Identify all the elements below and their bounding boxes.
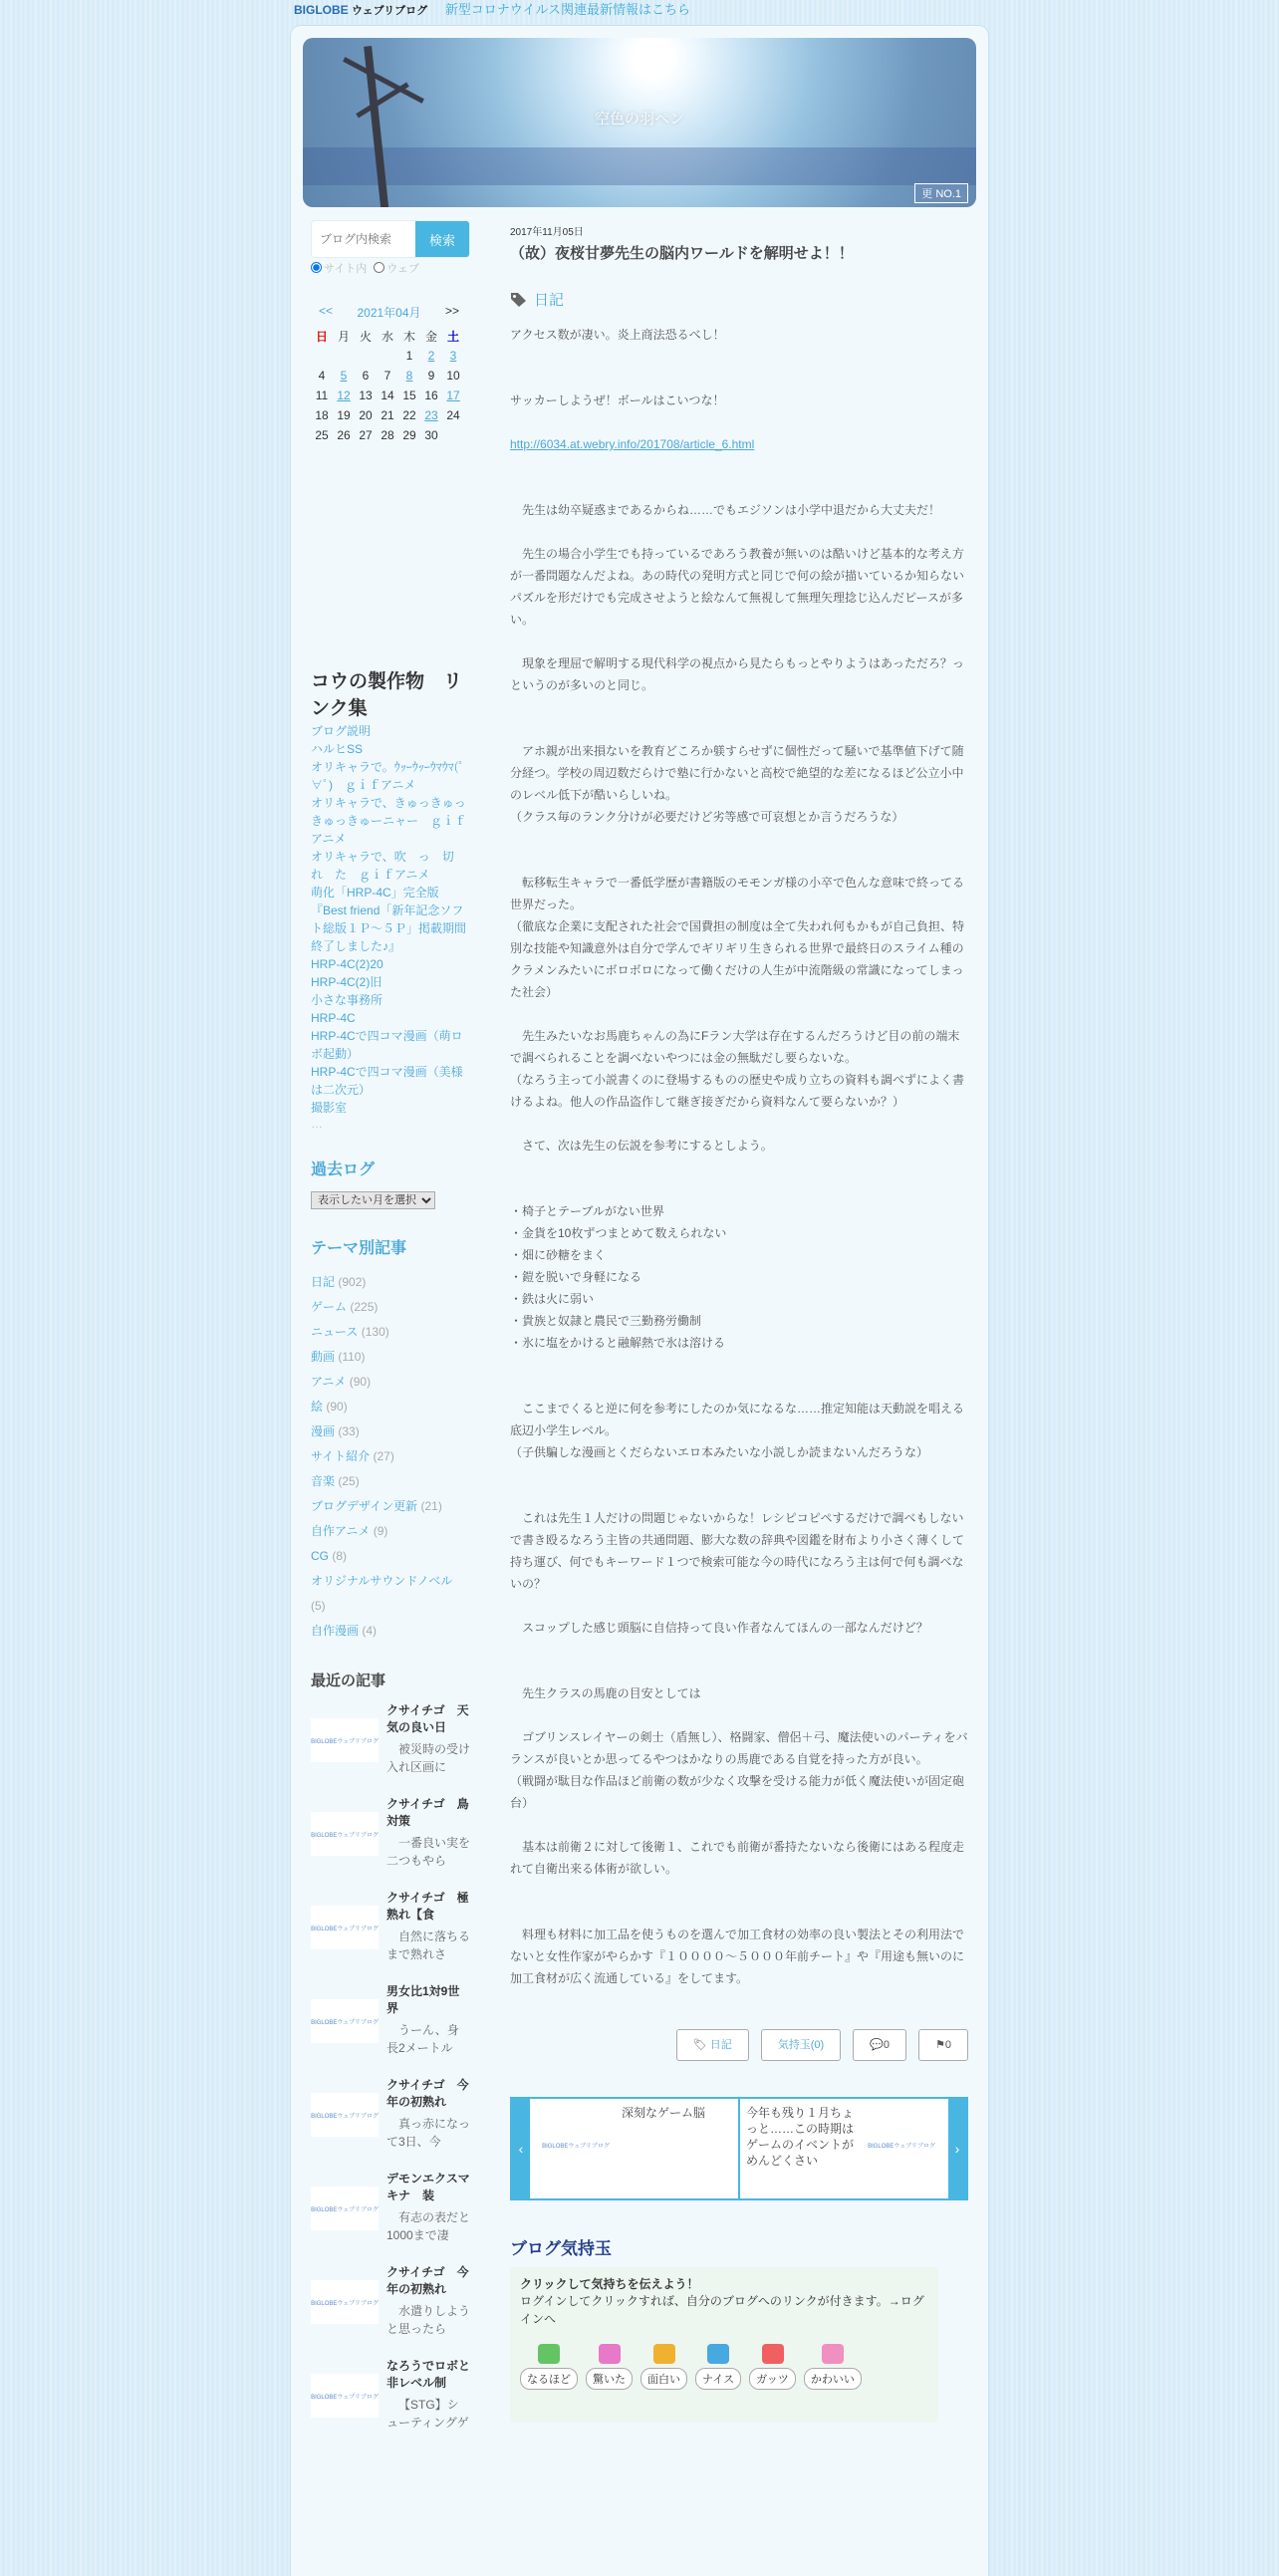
recent-title: クサイチゴ 今年の初熟れ (386, 2078, 469, 2110)
works-link[interactable]: HRP-4C(2)20 (311, 957, 384, 972)
recent-title: 男女比1対9世界 (386, 1984, 460, 2016)
post-paragraph: ・畑に砂糖をまく (510, 1248, 607, 1262)
header-badge: 更 NO.1 (914, 183, 968, 203)
tag-icon (510, 292, 528, 308)
calendar-weekday: 火 (359, 329, 372, 344)
post-paragraph: ・金貨を10枚ずつまとめて数えられない (510, 1226, 727, 1240)
post-paragraph: （徹底な企業に支配された社会で国費担の制度は全て失われ何もかもが自己負担、特別な技能や知識意外は自分で学んでギリギリ生きられる世界で最終日のスライム種のクラメンみたいにボロボロになって働くだけの人生が中流階級の常識になってしまった社会） (510, 919, 965, 999)
kimochidama-item[interactable] (640, 2344, 687, 2390)
theme-link[interactable] (311, 1544, 470, 1569)
theme-link[interactable] (311, 1345, 470, 1370)
recent-snippet: 一番良い実を二つもやら (386, 1836, 470, 1869)
recent-snippet: 【STG】シューティングゲ (386, 2398, 469, 2431)
calendar-day (377, 346, 398, 366)
theme-name: 漫画 (311, 1424, 339, 1439)
theme-count: (21) (420, 1499, 442, 1514)
calendar-day: 4 (318, 369, 326, 383)
kimochidama-item[interactable] (520, 2344, 578, 2390)
recent-article[interactable] (311, 2171, 470, 2264)
post-footer-buttons (510, 2029, 968, 2061)
theme-count: (5) (311, 1599, 326, 1614)
theme-count: (4) (362, 1624, 378, 1639)
recent-title: デモンエクスマキナ 装 (386, 2172, 470, 2203)
kimochi-button[interactable]: 気持玉(0) (761, 2029, 841, 2061)
calendar-prev[interactable]: << (319, 304, 334, 318)
post-paragraph: 先生みたいなお馬鹿ちゃんの為にFラン大学は存在するんだろうけど目の前の端末で調べられることを調べないやつには金の無駄だし要らないな。 (510, 1029, 960, 1065)
works-heading: コウの製作物 リンク集 (311, 671, 463, 719)
kimochidama-item[interactable] (586, 2344, 633, 2390)
calendar-weekday: 水 (381, 329, 393, 344)
theme-list (311, 1270, 470, 1644)
theme-name: CG (311, 1549, 333, 1564)
calendar-day: 10 (446, 369, 460, 383)
post-paragraph: 先生クラスの馬鹿の目安としては (510, 1686, 701, 1700)
post-title[interactable]: （故）夜桜甘夢先生の脳内ワールドを解明せよ！！ (510, 245, 854, 262)
recent-thumbnail: BIGLOBEウェブリブログ (311, 2280, 379, 2324)
recent-snippet: うーん、身長2メートル (386, 2023, 459, 2056)
related-thumbnail: BIGLOBEウェブリブログ (862, 2105, 941, 2185)
kimochidama-label[interactable]: 面白い (640, 2368, 687, 2390)
calendar-day: 19 (337, 408, 351, 422)
theme-count: (33) (338, 1424, 360, 1439)
radio-site-label: サイト内 (324, 263, 368, 275)
recent-title: なろうでロボと非レベル制 (386, 2359, 470, 2391)
calendar-day: 6 (362, 369, 370, 383)
main-content (510, 223, 968, 2423)
works-link[interactable]: HRP-4C (311, 1011, 356, 1026)
blog-header[interactable] (303, 38, 976, 207)
calendar-day: 13 (359, 388, 373, 402)
kimochidama-label[interactable]: なるほど (520, 2368, 578, 2390)
kimochidama-box (510, 2267, 938, 2423)
post-body (510, 324, 968, 1989)
calendar-day: 24 (446, 408, 460, 422)
calendar-day-link[interactable]: 5 (340, 369, 348, 383)
works-link[interactable]: 『Best friend「新年記念ソフト総版１Ｐ～５Ｐ」掲載期間終了しました♪』 (311, 903, 467, 954)
recent-body (386, 1702, 470, 1796)
calendar-day-link[interactable]: 17 (446, 388, 460, 402)
calendar-day (311, 346, 333, 366)
next-arrow-icon[interactable]: › (948, 2099, 966, 2198)
theme-count: (27) (373, 1449, 394, 1464)
kimochidama-label[interactable]: かわいい (804, 2368, 862, 2390)
recent-thumbnail: BIGLOBEウェブリブログ (311, 2374, 379, 2418)
calendar-day: 16 (424, 388, 438, 402)
post-paragraph: ・氷に塩をかけると融解熱で氷は溶ける (510, 1336, 726, 1350)
calendar-day: 18 (315, 408, 329, 422)
recent-body (386, 1796, 470, 1890)
post-paragraph: 転移転生キャラで一番低学歴が書籍版のモモンガ様の小卒で色んな意味で終ってる世界だった。 (510, 876, 965, 911)
post-paragraph: 料理も材料に加工品を使うものを選んで加工食材の効率の良い製法とその利用法でないと女性作家がやらかす『１００００～５０００年前チート』や『用途も無いのに加工食材が広く流通している』をしてます。 (510, 1928, 965, 1985)
calendar-next[interactable]: >> (444, 304, 459, 318)
theme-name: 動画 (311, 1350, 339, 1365)
prev-arrow-icon[interactable]: ‹ (512, 2099, 530, 2198)
theme-link[interactable] (311, 1494, 470, 1519)
recent-snippet: 自然に落ちるまで熟れさ (386, 1930, 470, 1962)
theme-count: (225) (350, 1300, 379, 1315)
post-paragraph: 先生の場合小学生でも持っているであろう教養が無いのは酷いけど基本的な考え方が一番問題なんだよね。あの時代の発明方式と同じで何の絵が描いているか知らないパズルを形だけでも完成させようと絵なんて無視して無理矢理捻じ込んだピースが多い。 (510, 547, 965, 627)
calendar-week (311, 366, 464, 386)
recent-thumbnail: BIGLOBEウェブリブログ (311, 2093, 379, 2137)
kimochidama-icon (822, 2344, 844, 2364)
recent-thumbnail: BIGLOBEウェブリブログ (311, 1812, 379, 1856)
works-link[interactable]: オリキャラで、きゅっきゅっきゅっきゅーニャー ｇｉｆアニメ (311, 796, 467, 847)
recent-snippet: 真っ赤になって3日、今 (386, 2117, 470, 2150)
calendar-day (355, 346, 377, 366)
recent-snippet: 有志の表だと1000まで凄 (386, 2210, 470, 2243)
recent-thumbnail: BIGLOBEウェブリブログ (311, 1718, 379, 1762)
works-links (311, 722, 470, 1117)
post-paragraph: 基本は前衛２に対して後衛１、これでも前衛が番持たないなら後衛にはある程度走れて自衛出来る体術が欲しい。 (510, 1840, 965, 1876)
recent-article[interactable] (311, 1983, 470, 2077)
calendar (311, 304, 470, 445)
calendar-week (311, 425, 464, 445)
kimochidama-icon (653, 2344, 675, 2364)
kimochidama-item[interactable] (749, 2344, 796, 2390)
theme-count: (90) (326, 1400, 348, 1415)
flag-count: 0 (944, 2039, 951, 2051)
page-wrapper (291, 26, 988, 2576)
flag-button[interactable] (918, 2029, 968, 2061)
theme-count: (110) (338, 1350, 366, 1365)
post-paragraph: （なろう主って小説書くのに登場するものの歴史や成り立ちの資料も調べずによく書けるよね。他人の作品盗作して継ぎ接ぎだから資料なんて要らないか？） (510, 1073, 965, 1109)
footer-tag-button[interactable] (676, 2029, 749, 2061)
blog-search (311, 220, 470, 258)
recent-thumbnail: BIGLOBEウェブリブログ (311, 1906, 379, 1949)
works-more: … (311, 1117, 323, 1132)
calendar-day-link[interactable]: 23 (424, 408, 438, 422)
sidebar (311, 220, 470, 2451)
biglobe-logo[interactable] (294, 3, 427, 17)
calendar-day: 30 (424, 428, 438, 442)
calendar-day: 20 (359, 408, 373, 422)
calendar-day: 29 (402, 428, 416, 442)
theme-link[interactable] (311, 1395, 470, 1419)
theme-link[interactable] (311, 1469, 470, 1494)
works-link[interactable]: オリキャラで、吹 っ 切 れ た ｇｉｆアニメ (311, 850, 466, 883)
theme-name: 自作漫画 (311, 1624, 363, 1639)
kimochidama-label[interactable]: ガッツ (749, 2368, 796, 2390)
covid-news-link[interactable]: 新型コロナウイルス関連最新情報はこちら (444, 2, 690, 17)
search-scope (311, 260, 470, 276)
kimochidama-heading: ブログ気持玉 (510, 2239, 612, 2258)
calendar-day: 25 (315, 428, 329, 442)
kimochidama-icon (707, 2344, 729, 2364)
calendar-day[interactable] (420, 346, 442, 366)
calendar-weekday: 土 (446, 329, 459, 344)
footer-tag-label: 日記 (709, 2039, 732, 2051)
calendar-day: 14 (381, 388, 394, 402)
flag-icon: ⚑ (935, 2039, 945, 2051)
calendar-day (333, 346, 355, 366)
post-paragraph: （子供騙しな漫画とくだらないエロ本みたいな小説しか読まないんだろうな） (510, 1445, 929, 1459)
recent-body (386, 2358, 470, 2451)
related-thumbnail: BIGLOBEウェブリブログ (536, 2105, 616, 2185)
logo-brand: BIGLOBE (294, 3, 349, 17)
calendar-weekday: 木 (402, 329, 415, 344)
recent-body (386, 1983, 470, 2077)
post-link[interactable]: http://6034.at.webry.info/201708/article_6.html (510, 437, 755, 451)
post-paragraph[interactable] (510, 433, 968, 455)
theme-name: アニメ (311, 1375, 350, 1390)
calendar-day: 26 (337, 428, 351, 442)
kimochidama-item[interactable] (695, 2344, 741, 2390)
theme-link[interactable] (311, 1370, 470, 1395)
recent-thumbnail: BIGLOBEウェブリブログ (311, 2187, 379, 2230)
kimochidama-note[interactable]: ログインしてクリックすれば、自分のブログへのリンクが付きます。→ログインへ (520, 2294, 924, 2326)
recent-article[interactable] (311, 2264, 470, 2358)
post-paragraph: サッカーしようぜ！ボールはこいつな！ (510, 393, 725, 407)
calendar-day[interactable] (333, 386, 355, 405)
post-tag-label: 日記 (534, 292, 565, 309)
post-date: 2017年11月05日 (510, 227, 584, 238)
post-paragraph: アクセス数が凄い。炎上商法恐るべし！ (510, 328, 725, 342)
calendar-day: 11 (315, 388, 329, 402)
calendar-day-link[interactable]: 8 (405, 369, 413, 383)
radio-web-label: ウェブ (386, 263, 419, 275)
recent-title: クサイチゴ 鳥対策 (386, 1797, 469, 1829)
recent-thumbnail: BIGLOBEウェブリブログ (311, 1999, 379, 2043)
theme-name: オリジナルサウンドノベル (311, 1574, 453, 1589)
theme-name: ゲーム (311, 1300, 351, 1315)
kimochidama-label[interactable]: 驚いた (586, 2368, 633, 2390)
works-link[interactable]: HRP-4C(2)旧 (311, 975, 383, 990)
radio-site[interactable] (311, 262, 322, 273)
recent-article[interactable] (311, 1702, 470, 1796)
theme-name: 日記 (311, 1275, 339, 1290)
comment-count: 0 (883, 2039, 890, 2051)
comment-icon: 💬 (870, 2039, 884, 2051)
blog-title[interactable]: 空色の羽ペン (594, 111, 684, 128)
theme-count: (8) (332, 1549, 348, 1564)
post-paragraph: スコップした感じ頭脳に自信持って良い作者なんてほんの一部なんだけど？ (510, 1621, 928, 1635)
recent-list (311, 1702, 470, 2451)
calendar-day: 9 (427, 369, 435, 383)
archive-select[interactable] (311, 1191, 435, 1209)
recent-article[interactable] (311, 1890, 470, 1983)
search-input[interactable] (312, 221, 415, 257)
theme-link[interactable] (311, 1519, 470, 1544)
post-paragraph: （クラス毎のランク分けが必要だけど劣等感で可哀想とか言うだろうな） (510, 810, 904, 824)
calendar-weekday: 月 (337, 329, 350, 344)
kimochidama-icon (762, 2344, 784, 2364)
recent-body (386, 1890, 470, 1983)
post-paragraph: （戦闘が駄目な作品ほど前衛の数が少なく攻撃を受ける能力が低く魔法使いが固定砲台） (510, 1774, 965, 1810)
calendar-day-link[interactable]: 12 (337, 388, 351, 402)
works-link[interactable]: HRP-4Cで四コマ漫画（美様は二次元） (311, 1065, 463, 1098)
theme-count: (25) (338, 1474, 360, 1489)
post-paragraph: ・鉄は火に弱い (510, 1292, 595, 1306)
calendar-week (311, 346, 464, 366)
post-paragraph: さて、次は先生の伝説を参考にするとしよう。 (510, 1139, 773, 1153)
theme-link[interactable] (311, 1320, 470, 1345)
recent-snippet: 被災時の受け入れ区画に (386, 1742, 470, 1775)
theme-link[interactable] (311, 1295, 470, 1320)
calendar-day: 28 (381, 428, 394, 442)
calendar-day: 21 (381, 408, 394, 422)
calendar-day[interactable] (442, 346, 464, 366)
recent-title: クサイチゴ 天気の良い日 (386, 1703, 469, 1735)
theme-name: 音楽 (311, 1474, 339, 1489)
calendar-day: 22 (402, 408, 416, 422)
theme-count: (90) (349, 1375, 372, 1390)
related-articles (510, 2097, 968, 2200)
tag-icon: 🏷︎ (692, 2039, 710, 2051)
theme-count: (902) (338, 1275, 367, 1290)
post-paragraph: アホ親が出来損ないを教育どころか躾すらせずに個性だって騒いで基準値下げて随分経つ。学校の周辺数だらけで塾に行かないと高校で絶望的な差になるほど公立小中のレベル低下が酷いらしいね。 (510, 744, 964, 802)
calendar-day-link[interactable]: 2 (427, 349, 435, 363)
recent-title: クサイチゴ 今年の初熟れ (386, 2265, 469, 2297)
post-tag[interactable] (510, 289, 968, 310)
works-link[interactable]: 小さな事務所 (311, 993, 384, 1008)
theme-name: サイト紹介 (311, 1449, 374, 1464)
kimochidama-icon (538, 2344, 560, 2364)
works-link[interactable]: 萌化「HRP-4C」完全版 (311, 886, 439, 901)
recent-body (386, 2264, 470, 2358)
calendar-day[interactable] (420, 405, 442, 425)
kimochidama-lead: クリックして気持ちを伝えよう！ (520, 2277, 699, 2291)
related-title: 今年も残り１月ちょっと……この時期はゲームのイベントがめんどくさい (746, 2106, 855, 2168)
recent-title: クサイチゴ 極熟れ【食 (386, 1891, 469, 1923)
calendar-day (442, 425, 464, 445)
kimochidama-item[interactable] (804, 2344, 862, 2390)
recent-body (386, 2077, 470, 2171)
theme-link[interactable] (311, 1419, 470, 1444)
theme-link[interactable] (311, 1270, 470, 1295)
calendar-day: 27 (359, 428, 373, 442)
calendar-day: 1 (405, 349, 413, 363)
post-paragraph: 現象を理屈で解明する現代科学の視点から見たらもっとやりようはあっただろ？っというのが多いのと同じ。 (510, 656, 964, 692)
calendar-weekday: 金 (424, 329, 437, 344)
post-paragraph: これは先生１人だけの問題じゃないからな！レシピコピペするだけで調べもしないで書き殴るなろう主皆の共通問題、膨大な数の辞典や図鑑を財布より小さく薄くして持ち運び、何でもキーワード１つで検索可能な今の時代になろう主は何で何も調べないの？ (510, 1511, 965, 1591)
works-link[interactable]: 撮影室 (311, 1101, 348, 1116)
post-paragraph: ・鎧を脱いで身軽になる (510, 1270, 642, 1284)
recent-article[interactable] (311, 1796, 470, 1890)
calendar-day[interactable] (333, 366, 355, 386)
post-paragraph: ・椅子とテーブルがない世界 (510, 1204, 664, 1218)
calendar-month[interactable]: 2021年04月 (357, 306, 421, 320)
calendar-nav (311, 304, 465, 321)
works-section (311, 669, 470, 1131)
theme-link[interactable] (311, 1444, 470, 1469)
recent-heading: 最近の記事 (311, 1673, 386, 1690)
theme-name: 自作アニメ (311, 1524, 374, 1539)
calendar-table (311, 326, 464, 445)
post-paragraph: ・貴族と奴隷と農民で三勤務労働制 (510, 1314, 702, 1328)
post-paragraph: ここまでくると逆に何を参考にしたのか気になるな……推定知能は天動説を唱える底辺小学生レベル。 (510, 1402, 965, 1437)
kimochidama-icon (599, 2344, 621, 2364)
calendar-day-link[interactable]: 3 (449, 349, 457, 363)
radio-web[interactable] (374, 262, 384, 273)
calendar-day: 15 (402, 388, 416, 402)
theme-name: ブログデザイン更新 (311, 1499, 421, 1514)
top-bar (0, 0, 1279, 22)
works-link[interactable]: HRP-4Cで四コマ漫画（萌ロボ起動） (311, 1029, 463, 1062)
recent-snippet: 水遣りしようと思ったら (386, 2304, 470, 2337)
calendar-day[interactable] (442, 386, 464, 405)
calendar-day: 7 (384, 369, 391, 383)
theme-name: 絵 (311, 1400, 327, 1415)
related-title: 深刻なゲーム脳 (622, 2106, 706, 2120)
archive-heading: 過去ログ (311, 1161, 376, 1179)
theme-heading: テーマ別記事 (311, 1240, 407, 1258)
logo-sub: ウェブリブログ (352, 5, 428, 17)
works-link[interactable]: オリキャラで。ｳｯｰｳｯｰｳﾏｳﾏ(ﾟ∀ﾟ) ｇｉｆアニメ (311, 760, 465, 793)
related-card-prev[interactable] (530, 2099, 738, 2198)
works-link[interactable]: ハルヒSS (311, 742, 364, 757)
theme-count: (130) (361, 1325, 389, 1340)
recent-article[interactable] (311, 2077, 470, 2171)
recent-article[interactable] (311, 2358, 470, 2451)
post-paragraph: 先生は幼卒疑惑まであるからね……でもエジソンは小学中退だから大丈夫だ！ (510, 503, 941, 517)
theme-name: ニュース (311, 1325, 362, 1340)
theme-link[interactable] (311, 1619, 470, 1644)
related-card-next[interactable] (738, 2099, 948, 2198)
theme-count: (9) (373, 1524, 388, 1539)
recent-body (386, 2171, 470, 2264)
header-band (303, 147, 976, 185)
calendar-week (311, 405, 464, 425)
kimochidama-buttons (520, 2344, 928, 2390)
calendar-week (311, 386, 464, 405)
search-button[interactable]: 検索 (415, 221, 469, 257)
comment-button[interactable] (853, 2029, 906, 2061)
theme-link[interactable] (311, 1569, 470, 1619)
kimochidama-label[interactable]: ナイス (695, 2368, 741, 2390)
post-paragraph: ゴブリンスレイヤーの剣士（盾無し）、格闘家、僧侶＋弓、魔法使いのパーティをバランスが良いとか思ってるやつはかなりの馬鹿である自覚を持った方が良い。 (510, 1730, 968, 1766)
calendar-weekday: 日 (315, 329, 328, 344)
works-link[interactable]: ブログ説明 (311, 724, 372, 739)
calendar-day[interactable] (398, 366, 420, 386)
